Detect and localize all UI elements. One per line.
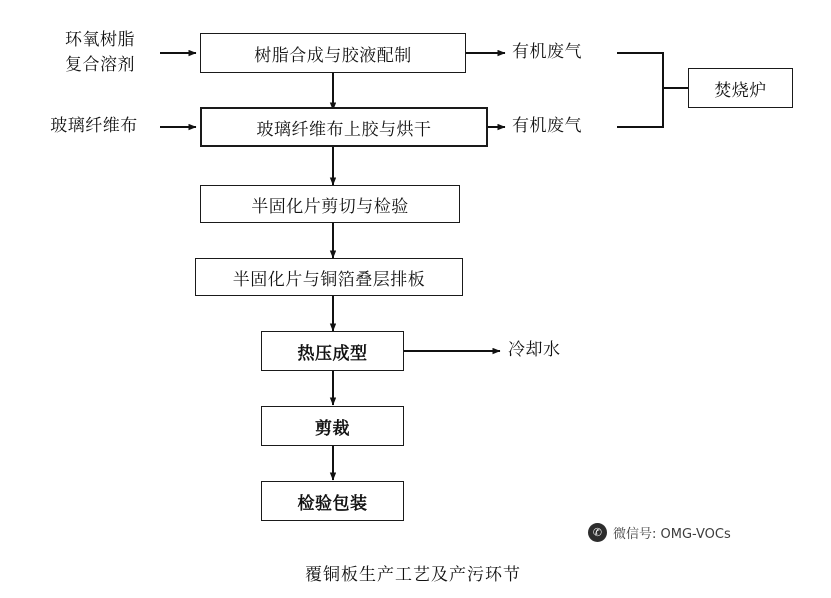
- node-shearing-label: 剪裁: [315, 418, 350, 439]
- input-epoxy-line1: 环氧树脂: [65, 29, 135, 50]
- watermark: [588, 523, 731, 542]
- node-resin-synthesis[interactable]: [200, 33, 466, 73]
- node-hot-press-forming-label: 热压成型: [297, 343, 368, 364]
- node-incinerator-label: 焚烧炉: [714, 80, 767, 101]
- node-glue-coating-drying-label: 玻璃纤维布上胶与烘干: [256, 119, 432, 140]
- node-glue-coating-drying[interactable]: [200, 107, 488, 147]
- output-waste-gas-1-label: 有机废气: [512, 42, 582, 63]
- node-shearing[interactable]: [261, 406, 404, 446]
- node-prepreg-copper-layup[interactable]: [195, 258, 463, 296]
- node-prepreg-cut-inspect[interactable]: [200, 185, 460, 223]
- output-cooling-water: [508, 336, 598, 366]
- input-epoxy-line2: 复合溶剂: [65, 55, 135, 75]
- output-waste-gas-2: [512, 112, 620, 142]
- input-glassfiber-label: 玻璃纤维布: [50, 116, 138, 137]
- node-inspection-packaging-label: 检验包装: [297, 493, 368, 514]
- output-waste-gas-1: [512, 38, 620, 68]
- input-epoxy: [40, 26, 160, 80]
- node-resin-synthesis-label: 树脂合成与胶液配制: [254, 45, 412, 66]
- watermark-text: 微信号: OMG-VOCs: [613, 527, 731, 542]
- node-prepreg-copper-layup-label: 半固化片与铜箔叠层排板: [232, 269, 426, 290]
- node-prepreg-cut-inspect-label: 半固化片剪切与检验: [251, 196, 409, 217]
- diagram-caption-text: 覆铜板生产工艺及产污环节: [305, 565, 521, 585]
- wechat-icon: ✆: [588, 523, 607, 542]
- output-waste-gas-2-label: 有机废气: [512, 116, 582, 137]
- node-hot-press-forming[interactable]: [261, 331, 404, 371]
- output-cooling-water-label: 冷却水: [508, 340, 561, 361]
- input-glassfiber: [28, 112, 160, 142]
- node-incinerator[interactable]: [688, 68, 793, 108]
- diagram-caption: [305, 560, 521, 585]
- node-inspection-packaging[interactable]: [261, 481, 404, 521]
